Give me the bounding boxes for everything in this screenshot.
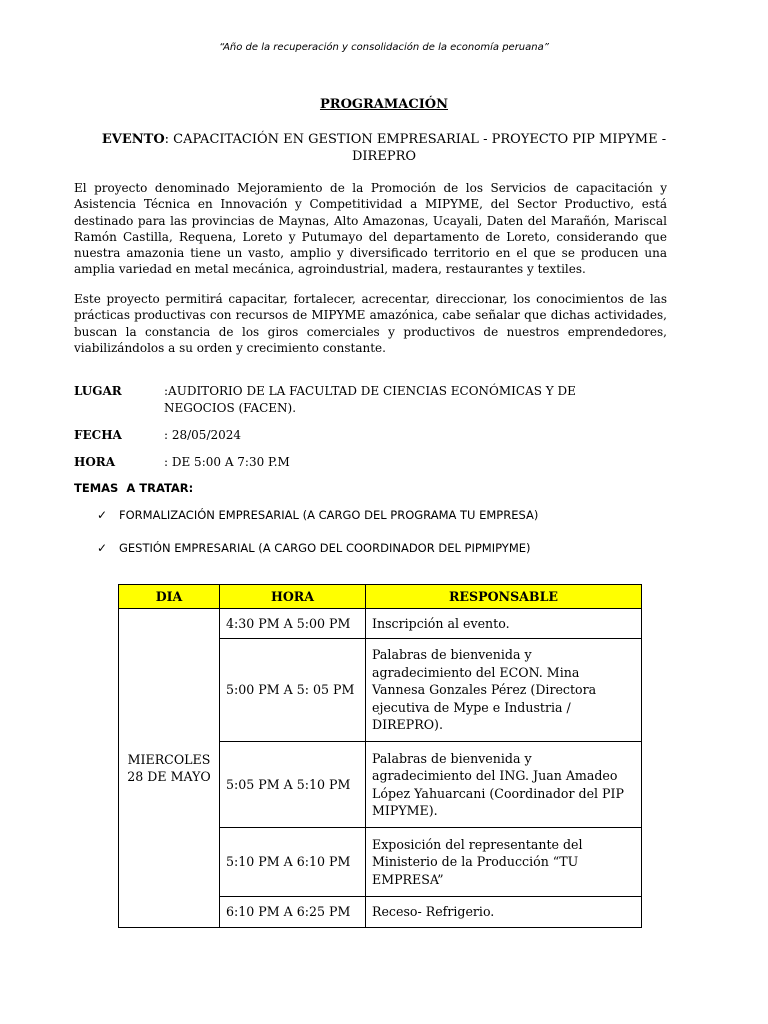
table-header-row bbox=[119, 585, 642, 609]
hora-row bbox=[74, 454, 674, 471]
fecha-value: : 28/05/2024 bbox=[164, 428, 242, 442]
hora-label: HORA bbox=[74, 455, 116, 469]
header-hora: HORA bbox=[220, 585, 366, 609]
responsable-cell: Palabras de bienvenida y agradecimiento del ING. Juan Amadeo López Yahuarcani (Coordinador del PIP MIPYME). bbox=[366, 742, 642, 828]
fecha-label: FECHA bbox=[74, 428, 122, 442]
hora-value: : DE 5:00 A 7:30 P.M bbox=[164, 455, 290, 469]
fecha-row bbox=[74, 427, 674, 444]
topic-item bbox=[97, 541, 531, 555]
topics-title: TEMAS A TRATAR: bbox=[74, 481, 194, 495]
lugar-row bbox=[74, 383, 674, 417]
event-heading bbox=[95, 131, 673, 165]
event-text: : CAPACITACIÓN EN GESTION EMPRESARIAL - PROYECTO PIP MIPYME - DIREPRO bbox=[164, 132, 667, 164]
lugar-value: :AUDITORIO DE LA FACULTAD DE CIENCIAS ECONÓMICAS Y DE NEGOCIOS (FACEN). bbox=[164, 384, 576, 415]
checkmark-icon: ✓ bbox=[97, 508, 108, 522]
header-responsable: RESPONSABLE bbox=[366, 585, 642, 609]
document-motto: “Año de la recuperación y consolidación de la economía peruana” bbox=[219, 42, 549, 53]
day-cell: MIERCOLES 28 DE MAYO bbox=[119, 609, 220, 928]
hora-cell: 5:05 PM A 5:10 PM bbox=[220, 742, 366, 828]
document-title: PROGRAMACIÓN bbox=[319, 97, 448, 112]
schedule-table bbox=[118, 584, 642, 928]
hora-cell: 4:30 PM A 5:00 PM bbox=[220, 609, 366, 639]
header-dia: DIA bbox=[119, 585, 220, 609]
table-row bbox=[119, 609, 642, 639]
objective-paragraph: Este proyecto permitirá capacitar, fortalecer, acrecentar, direccionar, los conocimientos de las prácticas productivas con recursos de MIPYME amazónica, cabe señalar que dichas actividades, buscan la constancia de los giros comerciales y productivos de nuestros emprendedores, viabilizándolos a su orden y crecimiento constante. bbox=[74, 292, 667, 355]
hora-cell: 6:10 PM A 6:25 PM bbox=[220, 897, 366, 928]
topic-item bbox=[97, 508, 538, 522]
responsable-cell: Inscripción al evento. bbox=[366, 609, 642, 639]
responsable-cell: Exposición del representante del Ministerio de la Producción “TU EMPRESA” bbox=[366, 828, 642, 897]
event-label: EVENTO bbox=[101, 132, 165, 147]
lugar-label: LUGAR bbox=[74, 384, 122, 398]
hora-cell: 5:00 PM A 5: 05 PM bbox=[220, 639, 366, 742]
checkmark-icon: ✓ bbox=[97, 541, 108, 555]
topic-text: FORMALIZACIÓN EMPRESARIAL (A CARGO DEL PROGRAMA TU EMPRESA) bbox=[119, 508, 539, 522]
intro-paragraph: El proyecto denominado Mejoramiento de la Promoción de los Servicios de capacitación y Asistencia Técnica en Innovación y Competitividad a MIPYME, del Sector Productivo, está destinado para las provincias de Maynas, Alto Amazonas, Ucayali, Daten del Marañón, Mariscal Ramón Castilla, Requena, Loreto y Putumayo del departamento de Loreto, considerando que nuestra amazonia tiene un vasto, amplio y diversificado territorio en el que se producen una amplia variedad en metal mecánica, agroindustrial, madera, restaurantes y textiles. bbox=[74, 181, 667, 277]
responsable-cell: Palabras de bienvenida y agradecimiento del ECON. Mina Vannesa Gonzales Pérez (Directora ejecutiva de Mype e Industria / DIREPRO). bbox=[366, 639, 642, 742]
topic-text: GESTIÓN EMPRESARIAL (A CARGO DEL COORDINADOR DEL PIPMIPYME) bbox=[119, 541, 531, 555]
hora-cell: 5:10 PM A 6:10 PM bbox=[220, 828, 366, 897]
responsable-cell: Receso- Refrigerio. bbox=[366, 897, 642, 928]
